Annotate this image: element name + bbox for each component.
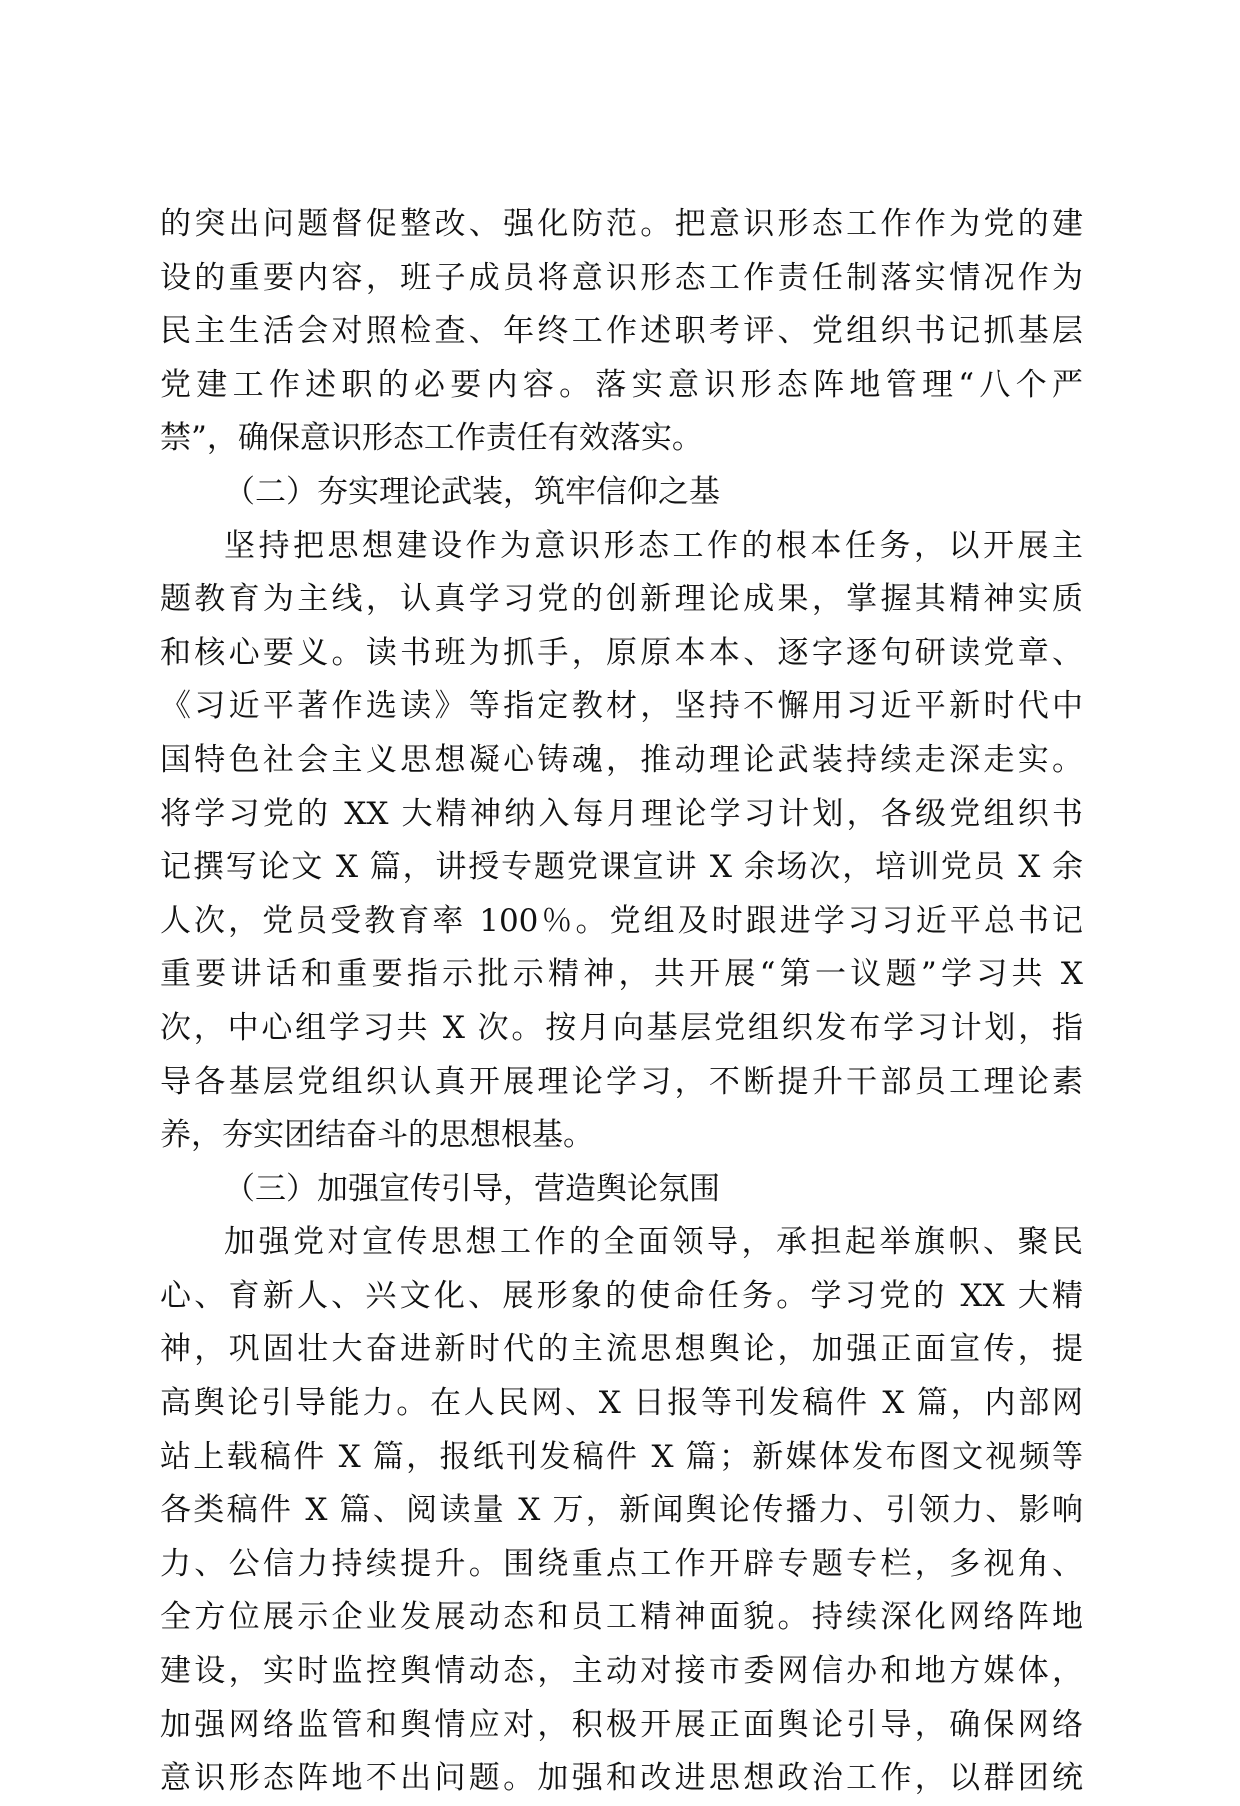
text-line: 坚持把思想建设作为意识形态工作的根本任务，以开展主 [224,527,1083,564]
text-line: 神，巩固壮大奋进新时代的主流思想舆论，加强正面宣传，提 [160,1331,1083,1368]
text-line: 国特色社会主义思想凝心铸魂，推动理论武装持续走深走实。 [160,741,1083,778]
text-line: 设的重要内容，班子成员将意识形态工作责任制落实情况作为 [160,259,1083,296]
text-line: 站上载稿件 X 篇，报纸刊发稿件 X 篇；新媒体发布图文视频等 [160,1438,1083,1475]
text-line: 《习近平著作选读》等指定教材，坚持不懈用习近平新时代中 [160,688,1083,725]
text-line: 加强党对宣传思想工作的全面领导，承担起举旗帜、聚民 [224,1224,1083,1261]
text-line: 禁”，确保意识形态工作责任有效落实。 [160,420,703,457]
text-line: 记撰写论文 X 篇，讲授专题党课宣讲 X 余场次，培训党员 X 余 [160,849,1083,886]
text-line: 意识形态阵地不出问题。加强和改进思想政治工作，以群团统 [160,1760,1083,1797]
section-heading: （二）夯实理论武装，筑牢信仰之基 [224,473,720,510]
document-body [160,198,1083,1806]
text-line: 民主生活会对照检查、年终工作述职考评、党组织书记抓基层 [160,313,1083,350]
text-line: 各类稿件 X 篇、阅读量 X 万，新闻舆论传播力、引领力、影响 [160,1492,1083,1529]
text-line: 心、育新人、兴文化、展形象的使命任务。学习党的 XX 大精 [160,1277,1083,1314]
text-line: 力、公信力持续提升。围绕重点工作开辟专题专栏，多视角、 [160,1545,1083,1582]
text-line: 的突出问题督促整改、强化防范。把意识形态工作作为党的建 [160,206,1083,242]
text-line: 人次，党员受教育率 100％。党组及时跟进学习习近平总书记 [160,902,1083,939]
text-line: 全方位展示企业发展动态和员工精神面貌。持续深化网络阵地 [160,1599,1083,1636]
text-line: 次，中心组学习共 X 次。按月向基层党组织发布学习计划，指 [160,1009,1083,1046]
text-line: 重要讲话和重要指示批示精神，共开展“第一议题”学习共 X [160,956,1083,993]
text-line: 党建工作述职的必要内容。落实意识形态阵地管理“八个严 [160,366,1083,403]
text-line: 养，夯实团结奋斗的思想根基。 [160,1117,594,1154]
text-line: 加强网络监管和舆情应对，积极开展正面舆论引导，确保网络 [160,1706,1083,1743]
text-line: 将学习党的 XX 大精神纳入每月理论学习计划，各级党组织书 [160,795,1083,832]
section-heading: （三）加强宣传引导，营造舆论氛围 [224,1170,720,1207]
text-line: 题教育为主线，认真学习党的创新理论成果，掌握其精神实质 [160,581,1083,618]
text-line: 导各基层党组织认真开展理论学习，不断提升干部员工理论素 [160,1063,1083,1100]
text-line: 建设，实时监控舆情动态，主动对接市委网信办和地方媒体， [160,1653,1083,1690]
text-line: 和核心要义。读书班为抓手，原原本本、逐字逐句研读党章、 [160,634,1083,671]
text-line: 高舆论引导能力。在人民网、X 日报等刊发稿件 X 篇，内部网 [160,1385,1083,1422]
